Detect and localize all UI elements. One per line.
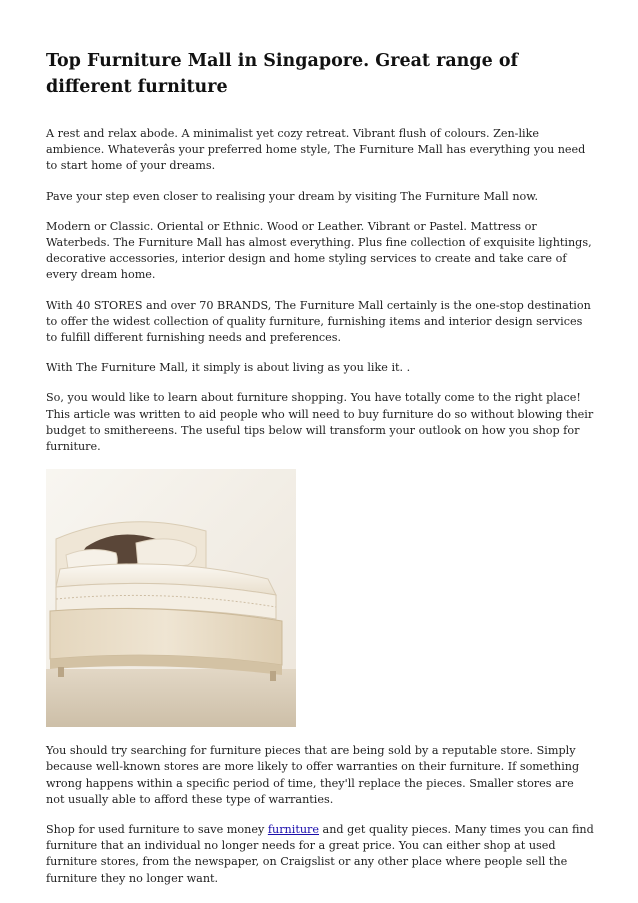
furniture-link[interactable]: furniture xyxy=(267,823,319,837)
paragraph-used-furniture xyxy=(46,822,594,887)
paragraph-living: With The Furniture Mall, it simply is about living as you like it. . xyxy=(46,361,411,375)
bed-with-mattress-photo xyxy=(46,469,296,727)
bed-illustration xyxy=(46,469,296,727)
paragraph-used-furniture-start: Shop for used furniture to save money xyxy=(46,823,268,837)
paragraph-stores: With 40 STORES and over 70 BRANDS, The Furniture Mall certainly is the one-stop destination to offer the widest collection of quality furniture, furnishing items and interior design services to fulfill different furnishing needs and preferences. xyxy=(46,298,591,345)
document-page xyxy=(46,48,594,901)
paragraph-shopping: So, you would like to learn about furniture shopping. You have totally come to the right place! This article was written to aid people who will need to buy furniture do so without blowing their budget to smithereens. The useful tips below will transform your outlook on how you shop for furniture. xyxy=(46,391,594,454)
paragraph-used-furniture-end: and get quality pieces. Many times you can find furniture that an individual no longer needs for a great price. You can either shop at used furniture stores, from the newspaper, on Craigslist or any other place where people sell the furniture they no longer want. xyxy=(46,823,594,885)
paragraph-reputable-store: You should try searching for furniture pieces that are being sold by a reputable store. Simply because well-known stores are more likely to offer warranties on their furniture. If something wrong happens within a specific period of time, they'll replace the pieces. Smaller stores are not usually able to afford these type of warranties. xyxy=(46,744,580,806)
paragraph-styles: Modern or Classic. Oriental or Ethnic. Wood or Leather. Vibrant or Pastel. Mattress or Waterbeds. The Furniture Mall has almost everything. Plus fine collection of exquisite lightings, decorative accessories, interior design and home styling services to create and take care of every dream home. xyxy=(46,219,592,282)
page-title: Top Furniture Mall in Singapore. Great range of different furniture xyxy=(46,51,519,97)
paragraph-intro: A rest and relax abode. A minimalist yet cozy retreat. Vibrant flush of colours. Zen-like ambience. Whateverâs your preferred home style, The Furniture Mall has everything you need to start home of your dreams. xyxy=(46,127,586,173)
paragraph-visit: Pave your step even closer to realising your dream by visiting The Furniture Mall now. xyxy=(46,189,539,203)
